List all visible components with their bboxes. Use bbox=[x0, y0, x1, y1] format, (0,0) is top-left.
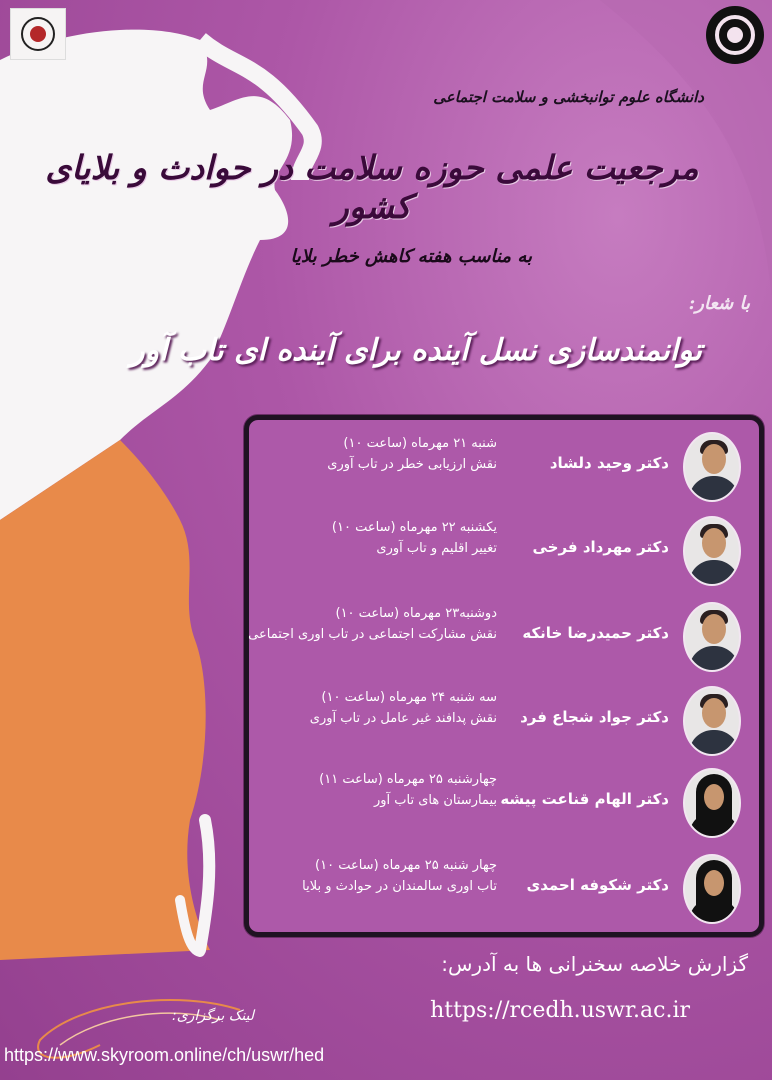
speaker-photo bbox=[683, 432, 741, 502]
skyroom-link[interactable]: https://www.skyroom.online/ch/uswr/hed bbox=[4, 1045, 325, 1065]
session-topic: نقش مشارکت اجتماعی در تاب اوری اجتماعی bbox=[248, 627, 497, 642]
speaker-name: دکتر جواد شجاع فرد bbox=[520, 708, 669, 726]
slogan: توانمندسازی نسل آینده برای آینده ای تاب آور bbox=[130, 333, 702, 368]
university-name: دانشگاه علوم توانبخشی و سلامت اجتماعی bbox=[433, 88, 704, 106]
report-text: گزارش خلاصه سخنرانی ها به آدرس: bbox=[441, 952, 748, 976]
session-info bbox=[319, 772, 497, 808]
session-info bbox=[332, 520, 497, 556]
speaker-row bbox=[249, 682, 759, 762]
speaker-name: دکتر شکوفه احمدی bbox=[526, 876, 669, 894]
speaker-name: دکتر وحید دلشاد bbox=[549, 454, 669, 472]
session-date: یکشنبه ۲۲ مهرماه (ساعت ۱۰) bbox=[331, 520, 497, 535]
session-info bbox=[310, 690, 497, 726]
institution-logo-left bbox=[10, 8, 66, 60]
speaker-name: دکتر مهرداد فرخی bbox=[532, 538, 669, 556]
session-date: دوشنبه۲۳ مهرماه (ساعت ۱۰) bbox=[335, 606, 497, 621]
speaker-photo bbox=[683, 602, 741, 672]
link-label: لینک برگزاری: bbox=[172, 1008, 255, 1024]
speaker-photo bbox=[683, 516, 741, 586]
session-date: شنبه ۲۱ مهرماه (ساعت ۱۰) bbox=[343, 436, 497, 451]
speaker-photo bbox=[683, 768, 741, 838]
report-link[interactable]: https://rcedh.uswr.ac.ir bbox=[430, 998, 690, 1023]
speaker-row bbox=[249, 512, 759, 592]
session-topic: نقش پدافند غیر عامل در تاب آوری bbox=[309, 711, 497, 726]
university-logo-right bbox=[706, 6, 764, 64]
speaker-name: دکتر حمیدرضا خانکه bbox=[522, 624, 669, 642]
session-date: چهارشنبه ۲۵ مهرماه (ساعت ۱۱) bbox=[319, 772, 497, 787]
speaker-row bbox=[249, 428, 759, 508]
speaker-photo bbox=[683, 854, 741, 924]
speaker-row bbox=[249, 850, 759, 930]
session-topic: بیمارستان های تاب آور bbox=[374, 793, 497, 808]
session-topic: تغییر اقلیم و تاب آوری bbox=[376, 541, 497, 556]
session-topic: تاب اوری سالمندان در حوادث و بلایا bbox=[302, 879, 497, 894]
session-topic: نقش ارزیابی خطر در تاب آوری bbox=[327, 457, 497, 472]
session-info bbox=[302, 858, 497, 894]
session-date: سه شنبه ۲۴ مهرماه (ساعت ۱۰) bbox=[321, 690, 497, 705]
slogan-label: با شعار: bbox=[688, 293, 750, 314]
speakers-panel bbox=[244, 415, 764, 937]
speaker-row bbox=[249, 598, 759, 678]
speaker-name: دکتر الهام قناعت پیشه bbox=[500, 790, 669, 808]
speaker-row bbox=[249, 764, 759, 844]
session-info bbox=[248, 606, 497, 642]
session-info bbox=[327, 436, 497, 472]
session-date: چهار شنبه ۲۵ مهرماه (ساعت ۱۰) bbox=[315, 858, 497, 873]
speaker-photo bbox=[683, 686, 741, 756]
main-title: مرجعیت علمی حوزه سلامت در حوادث و بلایای کشور bbox=[45, 148, 699, 226]
occasion-text: به مناسب هفته کاهش خطر بلایا bbox=[290, 246, 532, 267]
